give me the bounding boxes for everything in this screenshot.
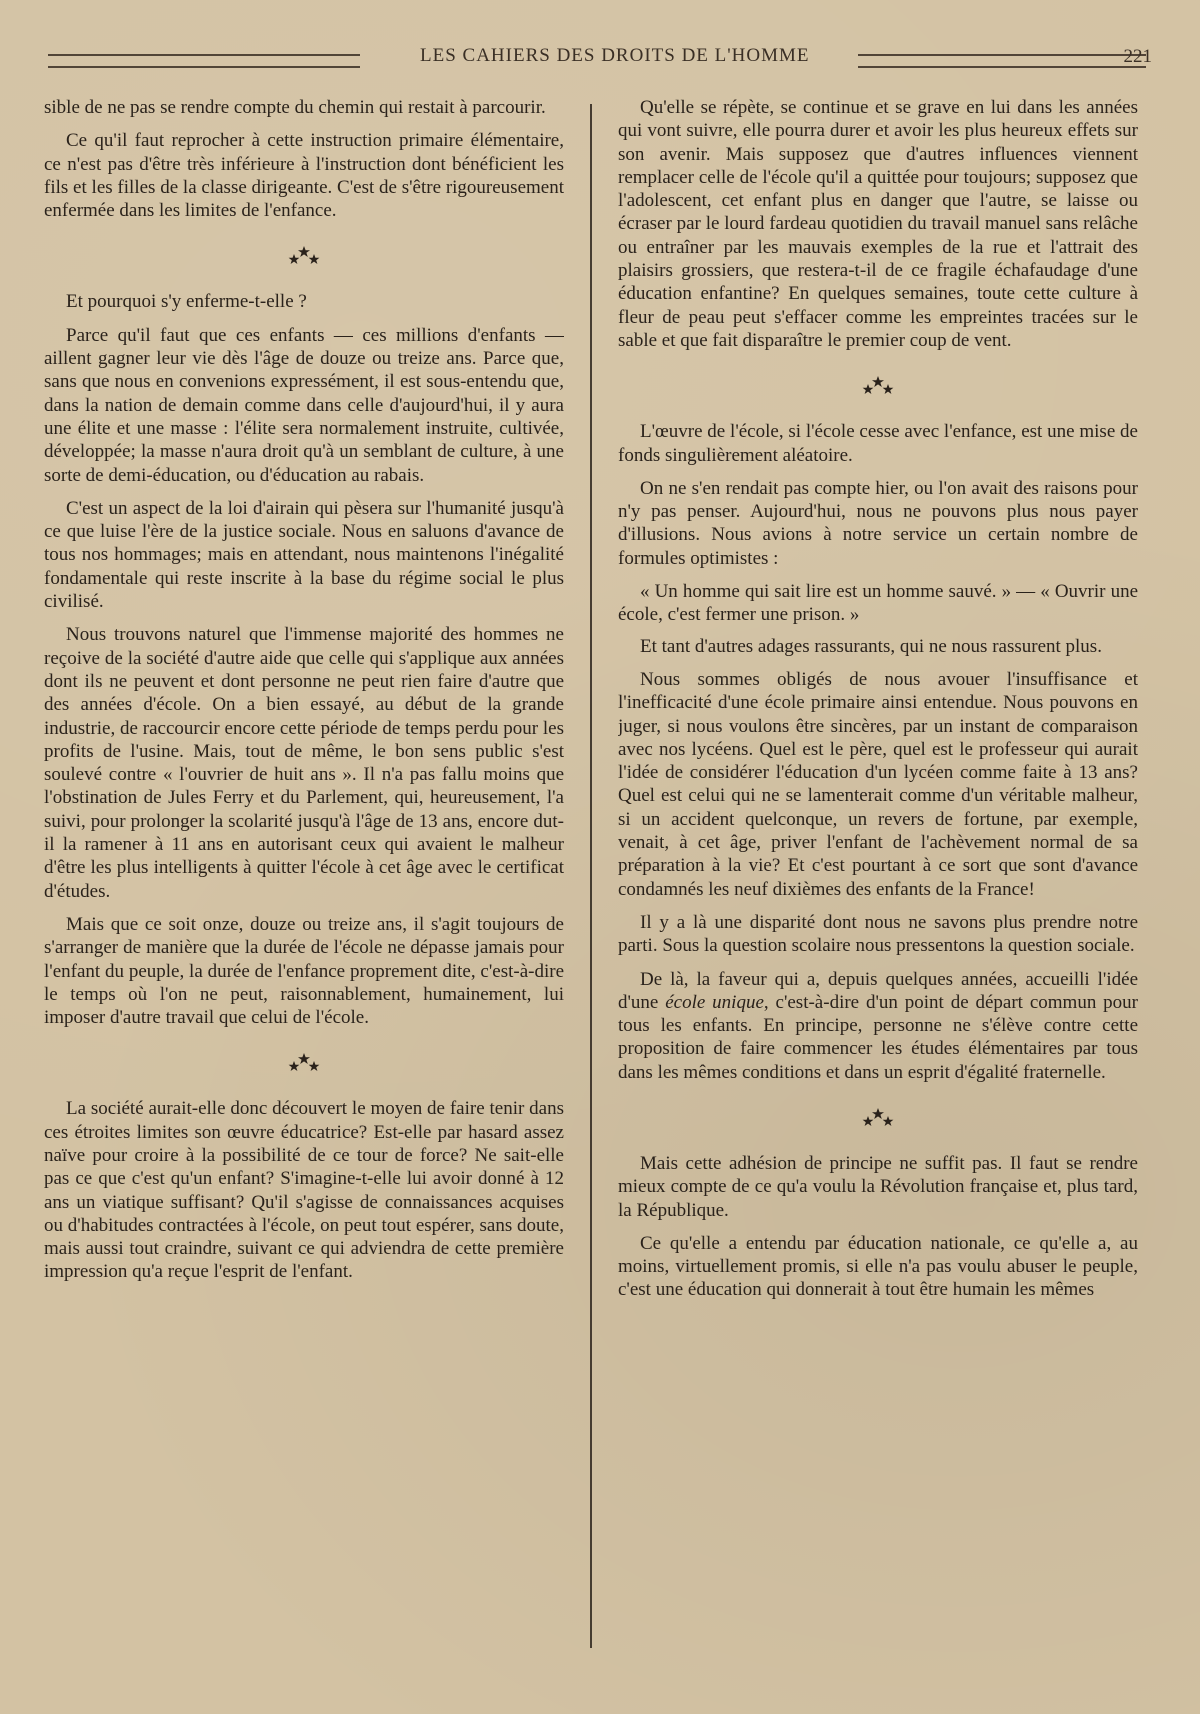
header-rule-left — [48, 54, 360, 68]
paragraph: Ce qu'elle a entendu par éducation nationale, ce qu'elle a, au moins, virtuellement promis, si elle n'a pas voulu abuser le peuple, c'est une éducation qui donnerait à tout être humain les mêmes — [618, 1232, 1138, 1301]
running-header — [48, 44, 1152, 78]
paragraph: sible de ne pas se rendre compte du chemin qui restait à parcourir. — [44, 97, 546, 118]
asterism-separator — [618, 1094, 1138, 1152]
header-rule-right — [858, 54, 1146, 68]
paragraph: Parce qu'il faut que ces enfants — ces millions d'enfants — aillent gagner leur vie dès l'âge de douze ou treize ans. Parce que, sans que nous en convenions expressément, il est sous-entendu que, dans la nation de demain comme dans celle d'aujourd'hui, il y aura une élite et une masse : l'élite sera normalement instruite, cultivée, développée; la masse n'aura droit qu'à un semblant de culture, à une sorte de demi-éducation, ou d'éducation au rabais. — [44, 324, 564, 486]
right-column — [618, 96, 1138, 1664]
asterism-icon — [284, 1051, 324, 1075]
asterism-icon — [284, 244, 324, 268]
asterism-separator — [44, 1039, 564, 1097]
paragraph: Nous trouvons naturel que l'immense majorité des hommes ne reçoive de la société d'autre aide que celle qui s'applique aux années dont ils ne peuvent et dont personne ne peut rien faire d'autre que des années d'école. On a bien essayé, au début de la grande industrie, de raccourcir encore cette période de temps perdu pour les profits de l'usine. Mais, tout de même, le bon sens public s'est soulevé contre « l'ouvrier de huit ans ». Il n'a pas fallu moins que l'obstination de Jules Ferry et du Parlement, qui, heureusement, l'a suivi, pour prolonger la scolarité jusqu'à l'âge de 13 ans, encore dut-il la ramener à 11 ans en autorisant ceux qui avaient le malheur d'être les plus intelligents à quitter l'école à cet âge avec le certificat d'études. — [44, 624, 564, 902]
asterism-separator — [44, 232, 564, 290]
paragraph: Il y a là une disparité dont nous ne savons plus prendre notre parti. Sous la question scolaire nous pressentons la question sociale. — [618, 911, 1138, 957]
page-number: 221 — [1123, 46, 1152, 67]
asterism-icon — [858, 1106, 898, 1130]
paragraph-text: , c'est-à-dire d'un point de départ commun pour tous les enfants. En principe, personne ne s'élève contre cette proposition de faire commencer les études élémentaires par tous dans les mêmes conditions et dans un esprit d'égalité fraternelle. — [618, 991, 1138, 1083]
paragraph: Nous sommes obligés de nous avouer l'insuffisance et l'inefficacité d'une école primaire ainsi entendue. Nous pouvons en juger, si nous voulons être sincères, par un instant de comparaison avec nos lycéens. Quel est le père, quel est le professeur qui aurait l'idée de considérer l'éducation d'un lycéen comme faite à 13 ans? Quel est celui qui ne se lamenterait comme d'un véritable malheur, si un accident quelconque, un revers de fortune, par exemple, venait, à cet âge, priver l'enfant de l'achèvement normal de sa préparation à la vie? Et c'est pourtant à ce sort que sont d'avance condamnés les neuf dixièmes des enfants de la France! — [618, 668, 1138, 900]
asterism-icon — [858, 374, 898, 398]
paragraph: Et tant d'autres adages rassurants, qui ne nous rassurent plus. — [640, 635, 1102, 657]
asterism-separator — [618, 362, 1138, 420]
column-divider — [590, 104, 592, 1648]
paragraph: C'est un aspect de la loi d'airain qui pèsera sur l'humanité jusqu'à ce que luise l'ère de la justice sociale. Nous en saluons d'avance de tous nos hommages; mais en attendant, nous maintenons l'inégalité fondamentale qui reste inscrite à la base du régime social le plus civilisé. — [44, 497, 564, 613]
header-title: LES CAHIERS DES DROITS DE L'HOMME — [420, 45, 810, 66]
paragraph: Qu'elle se répète, se continue et se grave en lui dans les années qui vont suivre, elle pourra durer et avoir les plus heureux effets sur son avenir. Mais supposez que d'autres influences viennent remplacer celle de l'école qu'il a quittée pour toujours; supposez que l'adolescent, cet enfant plus en danger que l'autre, se laisse ou écraser par le lourd fardeau quotidien du travail manuel sans relâche ou entraîner par les mauvais exemples de la rue et l'attrait des plaisirs grossiers, que restera-t-il de ce fragile échafaudage d'une éducation enfantine? En quelques semaines, toute cette culture à fleur de peau peut s'effacer comme les empreintes tracées sur le sable et que fait disparaître le premier coup de vent. — [618, 97, 1138, 351]
paragraph — [618, 968, 1138, 1084]
paragraph: La société aurait-elle donc découvert le moyen de faire tenir dans ces étroites limites son œuvre éducatrice? Est-elle par hasard assez naïve pour croire à la possibilité de ce tour de force? Ne sait-elle pas ce que c'est qu'un enfant? S'imagine-t-elle lui avoir donné à 12 ans un viatique suffisant? Qu'il s'agisse de connaissances acquises ou d'habitudes contractées à l'école, on peut tout espérer, sans doute, mais aussi tout craindre, suivant ce qui adviendra de cette première impression qu'a reçue l'esprit de l'enfant. — [44, 1098, 564, 1283]
quote: « Un homme qui sait lire est un homme sauvé. » — « Ouvrir une école, c'est fermer une prison. » — [618, 581, 1138, 626]
paragraph-text: De là, la faveur qui a, depuis quelques années, accueilli l'idée d'une — [618, 968, 1138, 1013]
emphasis-ecole-unique: école unique — [665, 991, 764, 1013]
paragraph: Mais que ce soit onze, douze ou treize ans, il s'agit toujours de s'arranger de manière que la durée de l'école ne dépasse jamais pour l'enfant du peuple, la durée de l'enfance proprement dite, c'est-à-dire le temps où l'on ne peut, raisonnablement, humainement, lui imposer d'autre travail que celui de l'école. — [44, 913, 564, 1029]
paragraph: L'œuvre de l'école, si l'école cesse avec l'enfance, est une mise de fonds singulièrement aléatoire. — [618, 421, 1138, 466]
left-column — [44, 96, 564, 1664]
paragraph: Et pourquoi s'y enferme-t-elle ? — [66, 291, 307, 313]
paragraph: On ne s'en rendait pas compte hier, ou l'on avait des raisons pour n'y pas penser. Aujourd'hui, nous ne pouvons plus nous payer d'illusions. Nous avions à notre service un certain nombre de formules optimistes : — [618, 477, 1138, 569]
paragraph: Ce qu'il faut reprocher à cette instruction primaire élémentaire, ce n'est pas d'être très inférieure à l'instruction dont bénéficient les fils et les filles de la classe dirigeante. C'est de s'être rigoureusement enfermée dans les limites de l'enfance. — [44, 130, 564, 222]
paragraph: Mais cette adhésion de principe ne suffit pas. Il faut se rendre mieux compte de ce qu'a voulu la Révolution française et, plus tard, la République. — [618, 1152, 1138, 1221]
